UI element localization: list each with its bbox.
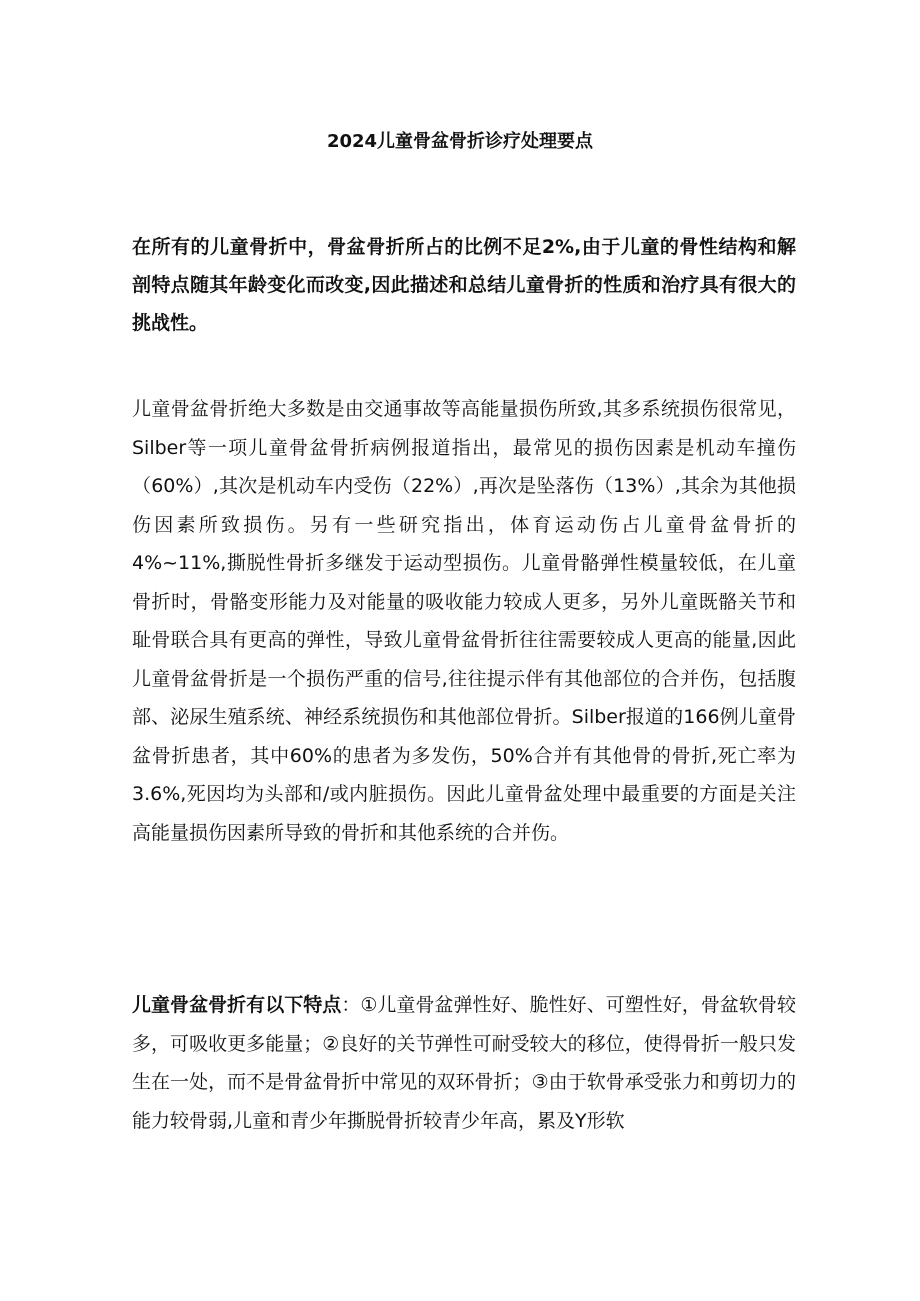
features-lead: 儿童骨盆骨折有以下特点 bbox=[132, 994, 342, 1016]
document-title: 2024儿童骨盆骨折诊疗处理要点 bbox=[326, 131, 594, 152]
features-text: ：①儿童骨盆弹性好、脆性好、可塑性好，骨盆软骨较多，可吸收更多能量；②良好的关节弹性可耐受较大的移位，使得骨折一般只发生在一处，而不是骨盆骨折中常见的双环骨折；③由于软骨承受张力和剪切力的能力较骨弱,儿童和青少年撕脱骨折较青少年高，累及Y形软 bbox=[132, 994, 796, 1132]
intro-paragraph: 在所有的儿童骨折中，骨盆骨折所占的比例不足2%,由于儿童的骨性结构和解剖特点随其年龄变化而改变,因此描述和总结儿童骨折的性质和治疗具有很大的挑战性。 bbox=[132, 236, 796, 334]
features-paragraph bbox=[132, 986, 796, 1140]
body-paragraph: 儿童骨盆骨折绝大多数是由交通事故等高能量损伤所致,其多系统损伤很常见，Silber等一项儿童骨盆骨折病例报道指出，最常见的损伤因素是机动车撞伤（60%）,其次是机动车内受伤（22%）,再次是坠落伤（13%）,其余为其他损伤因素所致损伤。另有一些研究指出，体育运动伤占儿童骨盆骨折的4%~11%,撕脱性骨折多继发于运动型损伤。儿童骨骼弹性模量较低，在儿童骨折时，骨骼变形能力及对能量的吸收能力较成人更多，另外儿童既骼关节和耻骨联合具有更高的弹性，导致儿童骨盆骨折往往需要较成人更高的能量,因此儿童骨盆骨折是一个损伤严重的信号,往往提示伴有其他部位的合并伤，包括腹部、泌尿生殖系统、神经系统损伤和其他部位骨折。Silber报道的166例儿童骨盆骨折患者，其中60%的患者为多发伤，50%合并有其他骨的骨折,死亡率为3.6%,死因均为头部和/或内脏损伤。因此儿童骨盆处理中最重要的方面是关注高能量损伤因素所导致的骨折和其他系统的合并伤。 bbox=[132, 398, 796, 844]
